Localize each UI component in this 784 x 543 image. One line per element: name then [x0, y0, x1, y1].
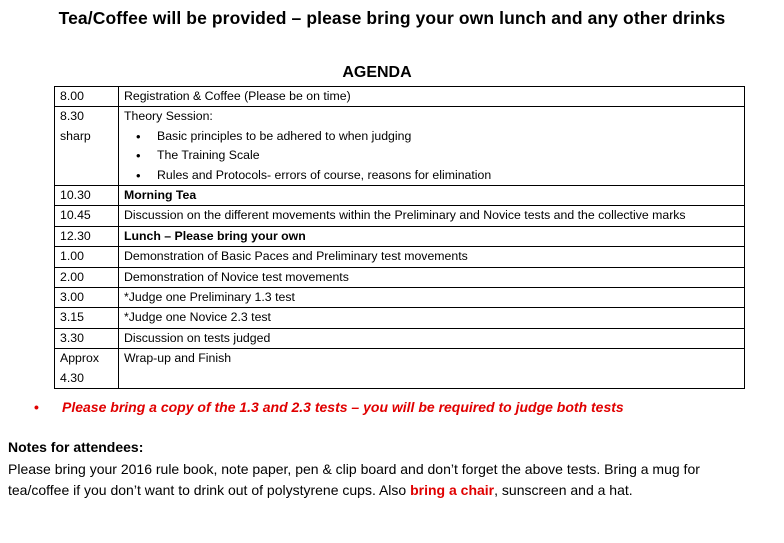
time-cell: 1.00 [55, 247, 119, 267]
table-row [55, 226, 745, 246]
time-line: sharp [60, 128, 91, 143]
table-row [55, 349, 745, 389]
time-cell: 10.45 [55, 206, 119, 226]
item-cell [119, 107, 745, 186]
reminder-text: Please bring a copy of the 1.3 and 2.3 tests – you will be required to judge both tests [62, 399, 624, 415]
list-item: • Rules and Protocols- errors of course, reasons for elimination [136, 166, 744, 185]
notes-text-end: , sunscreen and a hat. [494, 481, 633, 498]
time-cell [55, 107, 119, 186]
notes-paragraph [8, 459, 738, 500]
item-cell: *Judge one Novice 2.3 test [119, 308, 745, 328]
item-cell: Wrap-up and Finish [119, 349, 745, 389]
table-row [55, 87, 745, 107]
notes-heading: Notes for attendees: [8, 439, 144, 455]
time-cell: 10.30 [55, 186, 119, 206]
table-row [55, 308, 745, 328]
bullet-list [124, 127, 744, 185]
table-row [55, 107, 745, 186]
table-row [55, 328, 745, 348]
item-cell: Discussion on tests judged [119, 328, 745, 348]
time-cell: 3.15 [55, 308, 119, 328]
table-row [55, 247, 745, 267]
time-line: 8.30 [60, 109, 84, 124]
item-cell: Demonstration of Novice test movements [119, 267, 745, 287]
time-cell [55, 349, 119, 389]
time-line: 4.30 [60, 370, 84, 385]
time-line: Approx [60, 351, 99, 366]
item-heading: Theory Session: [124, 109, 213, 124]
item-cell: Morning Tea [119, 186, 745, 206]
bullet-icon: • [34, 399, 39, 415]
item-cell: Registration & Coffee (Please be on time) [119, 87, 745, 107]
table-row [55, 206, 745, 226]
page-banner: Tea/Coffee will be provided – please bring your own lunch and any other drinks [58, 8, 726, 28]
item-cell: Demonstration of Basic Paces and Preliminary test movements [119, 247, 745, 267]
item-cell: Lunch – Please bring your own [119, 226, 745, 246]
table-row [55, 267, 745, 287]
reminder-note [34, 399, 774, 415]
time-cell: 3.00 [55, 288, 119, 308]
time-cell: 8.00 [55, 87, 119, 107]
time-cell: 12.30 [55, 226, 119, 246]
time-cell: 2.00 [55, 267, 119, 287]
item-cell: Discussion on the different movements within the Preliminary and Novice tests and the collective marks [119, 206, 745, 226]
notes-highlight: bring a chair [410, 481, 495, 498]
time-cell: 3.30 [55, 328, 119, 348]
table-row [55, 186, 745, 206]
list-item: • The Training Scale [136, 146, 744, 165]
table-row [55, 288, 745, 308]
agenda-title: AGENDA [342, 64, 412, 81]
agenda-table [54, 86, 745, 389]
notes-text: Please bring your 2016 rule book, note paper, pen & clip board and don’t forget the above tests. Bring a mug for tea/coffee if you don’t want to drink out of polystyrene cups. Also [8, 461, 700, 498]
item-cell: *Judge one Preliminary 1.3 test [119, 288, 745, 308]
list-item: • Basic principles to be adhered to when judging [136, 127, 744, 146]
